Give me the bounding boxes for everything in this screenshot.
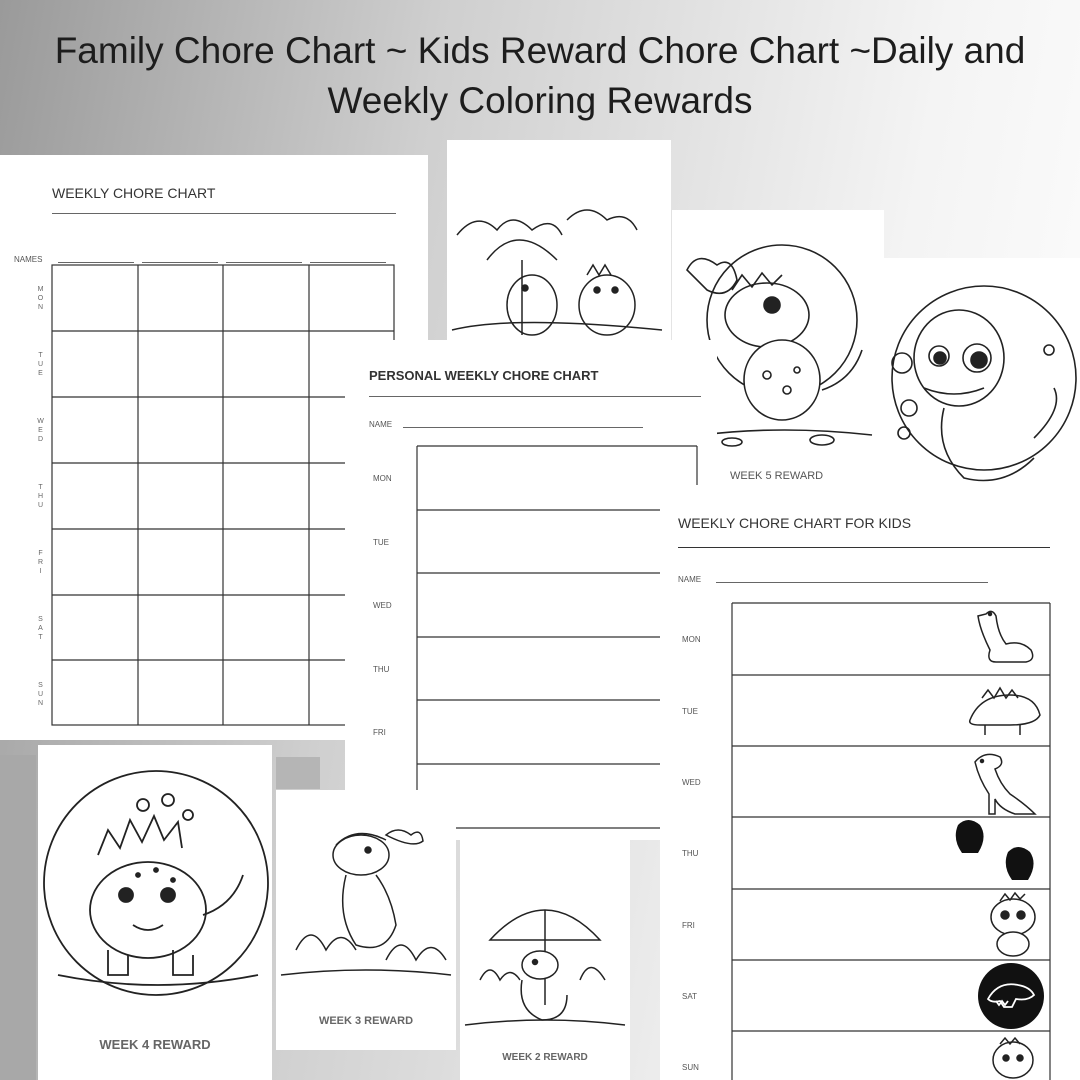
week-4-reward-label: WEEK 4 REWARD [99,1037,211,1052]
dino-footprints-icon [950,817,1050,887]
kids-day-sun: SUN [682,1063,699,1072]
personal-day-tue: TUE [373,538,389,547]
kids-weekly-chore-chart-sheet [660,485,1080,1080]
dino-bubbles-illustration [884,258,1080,488]
kids-day-tue: TUE [682,707,698,716]
dino-umbrella-2-illustration [460,830,630,1035]
day-label-sat: S A T [38,616,44,641]
page-title: Family Chore Chart ~ Kids Reward Chore Chart ~Daily and Weekly Coloring Rewards [54,30,1026,121]
day-label-thu: T H U [37,484,45,509]
week-5-reward-label: WEEK 5 REWARD [730,470,824,482]
baby-dino-2-icon [978,1032,1048,1080]
personal-chart-heading: PERSONAL WEEKLY CHORE CHART [369,368,599,383]
week-2-reward-label: WEEK 2 REWARD [502,1052,588,1063]
kids-day-mon: MON [682,635,701,644]
dino-field-illustration [276,790,456,990]
personal-day-fri: FRI [373,728,386,737]
day-label-fri: F R I [37,550,45,575]
long-neck-dino-icon [974,604,1044,674]
personal-name-label: NAME [369,420,393,429]
kids-day-wed: WED [682,778,701,787]
personal-day-thu: THU [373,665,390,674]
dino-umbrella-coloring-page [447,140,671,340]
names-label: NAMES [14,255,43,264]
day-label-tue: T U E [37,352,45,377]
dino-spikes-illustration [38,745,272,1015]
kids-chart-heading: WEEKLY CHORE CHART FOR KIDS [678,515,912,531]
day-label-mon: M O N [37,286,45,311]
day-label-sun: S U N [37,682,45,707]
kids-day-fri: FRI [682,921,695,930]
week-3-reward-page [276,790,456,1050]
day-label-wed: W E D [37,418,45,443]
week-3-reward-label: WEEK 3 REWARD [318,1015,414,1027]
week-2-reward-page [460,830,630,1080]
weekly-chart-heading: WEEKLY CHORE CHART [52,185,216,201]
kids-day-thu: THU [682,849,699,858]
stegosaurus-icon [960,680,1050,740]
dino-umbrella-illustration [447,140,671,340]
dino-bubbles-coloring-page [884,258,1080,488]
baby-dino-icon [978,889,1048,959]
dino-skull-badge-icon [976,961,1046,1031]
personal-day-mon: MON [373,474,392,483]
personal-day-wed: WED [373,601,392,610]
week-4-reward-page [38,745,272,1080]
t-rex-icon [970,747,1040,817]
kids-name-label: NAME [678,575,702,584]
kids-day-sat: SAT [682,992,697,1001]
